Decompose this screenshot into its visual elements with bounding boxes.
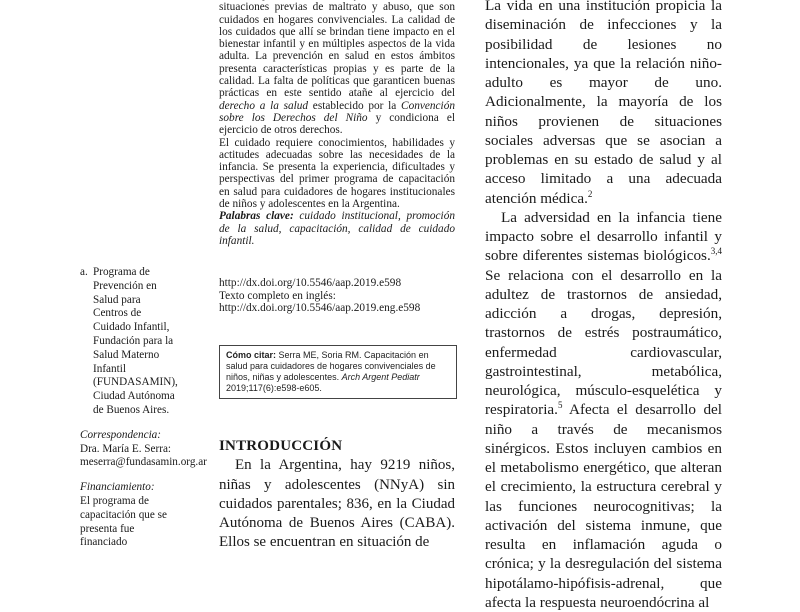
keywords-label: Palabras clave: [219, 210, 294, 223]
affiliation-label: a. [80, 266, 88, 278]
body-p2-a: La adversidad en la infancia tiene impacto sobre el desarrollo infantil y sobre diferentes sistemas biológicos. [485, 208, 722, 265]
abstract-paragraph-1 [219, 1, 455, 136]
keywords-text: cuidado institucional, promoción de la salud, capacitación, calidad de cuidado infantil. [219, 210, 455, 247]
body-p2-b: Se relaciona con el desarrollo en la adultez de trastornos de ansiedad, adicción a drogas, depresión, trastornos de estrés postraumático, enfermedad cardiovascular, gastrointestinal, metabólica, neurológica, músculo-esquelética y respiratoria. [485, 266, 722, 419]
abstract-paragraph-2: El cuidado requiere conocimientos, habilidades y actitudes adecuadas sobre las necesidades de la infancia. Se presenta la experiencia, dificultades y perspectivas del primer programa de capacitación en salud para cuidadores de hogares institucionales de niños y adolescentes en la Argentina. [219, 136, 455, 211]
body-p1-ref: 2 [587, 188, 593, 199]
body-p2-ref-2: 5 [557, 400, 563, 411]
body-p2-c: Afecta el desarrollo del niño a través de mecanismos sinérgicos. Estos incluyen cambios en el metabolismo energético, que alteran el crecimiento, la estructura cerebral y las funciones neurocognitivas; la activación del sistema inmune, que resulta en inflamación aguda o crónica; y la desregulación del sistema hipotálamo-hipófisis-adrenal, que afecta la respuesta neuroendócrina al [485, 401, 722, 611]
body-paragraph-1 [485, 0, 722, 208]
abstract-p1-a: situaciones previas de maltrato y abuso, que son cuidados en hogares convivenciales. La calidad de los cuidados que allí se brindan tiene impacto en el bienestar infantil y en múltiples aspectos de la vida adulta. La prevención en salud en estos ámbitos presenta características propias y es parte de la calidad. La falta de políticas que garanticen buenas prácticas en este sentido atañe al ejercicio del [219, 1, 455, 100]
sidebar-notes [80, 266, 207, 550]
keywords [219, 210, 455, 247]
funding-text: El programa de capacitación que se presenta fue financiado [80, 494, 167, 549]
citation-label: Cómo citar: [226, 350, 277, 360]
abstract-p1-emphasis-1: derecho a la salud [219, 99, 309, 112]
introduction-text: En la Argentina, hay 9219 niños, niñas y adolescentes (NNyA) sin cuidados parentales; 836, en la Ciudad Autónoma de Buenos Aires (CABA). Ellos se encuentran en situación de [219, 457, 455, 551]
correspondence-heading: Correspondencia: [80, 428, 161, 441]
english-link[interactable]: http://dx.doi.org/10.5546/aap.2019.eng.e598 [219, 301, 421, 314]
affiliation-text: Programa de Prevención en Salud para Centros de Cuidado Infantil, Fundación para la Salud Materno Infantil (FUNDASAMIN), Ciudad Autónoma de Buenos Aires. [93, 266, 178, 416]
abstract-p1-c: y condiciona el ejercicio de otros derechos. [219, 111, 455, 137]
doi-block [219, 277, 455, 314]
doi-link[interactable]: http://dx.doi.org/10.5546/aap.2019.e598 [219, 277, 402, 290]
affiliation [80, 266, 178, 418]
abstract-p1-emphasis-2: Convención sobre los Derechos del Niño [219, 99, 455, 124]
body-p1-text: La vida en una institución propicia la diseminación de infecciones y la posibilidad de lesiones no intencionales, ya que la relación niño-adulto es mayor de uno. Adicionalmente, la mayoría de los niños provienen de situaciones sociales adversas que se asocian a problemas en su estado de salud y al acceso limitado a una adecuada atención médica. [485, 0, 722, 207]
english-label: Texto completo en inglés: [219, 289, 336, 302]
introduction [219, 437, 455, 553]
citation-text: Serra ME, Soria RM. Capacitación en salud para cuidadores de hogares convivenciales de niños, niñas y adolescentes. [226, 350, 436, 382]
citation-journal: Arch Argent Pediatr [341, 372, 420, 382]
abstract [219, 0, 455, 314]
correspondence-text: Dra. María E. Serra: meserra@fundasamin.org.ar [80, 442, 207, 469]
body-p2-ref-1: 3,4 [710, 246, 722, 257]
abstract-p1-b: establecido por la [308, 99, 402, 112]
body-paragraph-2 [485, 208, 722, 612]
citation-ref: 2019;117(6):e598-e605. [226, 383, 322, 393]
citation-box [219, 345, 457, 399]
body-column [485, 0, 722, 612]
introduction-heading: INTRODUCCIÓN [219, 438, 343, 454]
funding-heading: Financiamiento: [80, 481, 155, 494]
